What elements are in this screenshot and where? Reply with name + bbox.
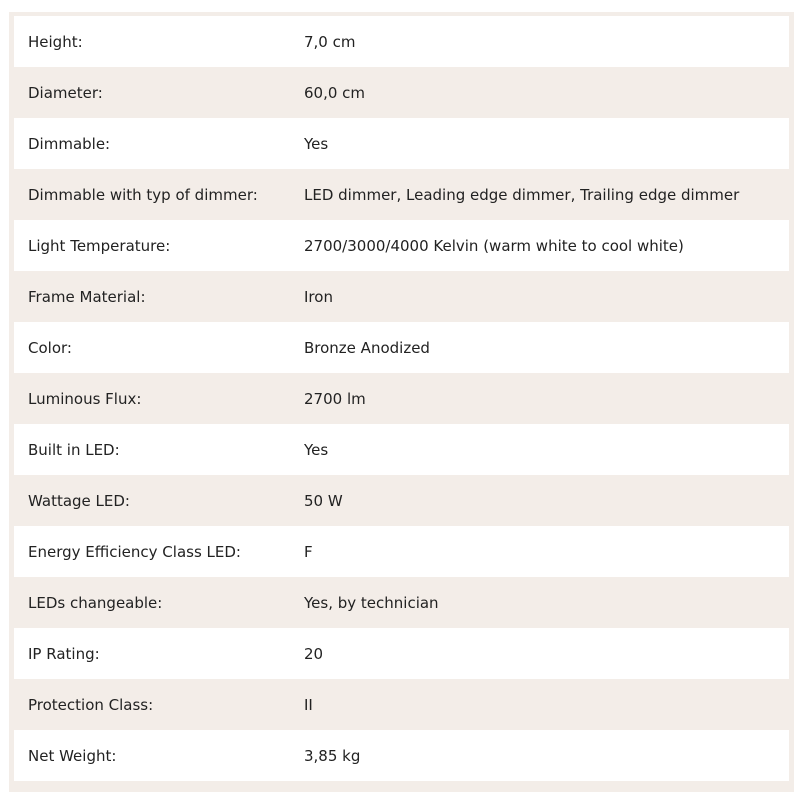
specifications-table	[14, 16, 789, 781]
spec-row-light-temperature	[14, 220, 789, 271]
spec-value: LED dimmer, Leading edge dimmer, Trailing edge dimmer	[290, 169, 789, 220]
spec-row-dimmable	[14, 118, 789, 169]
spec-value: Yes	[290, 118, 789, 169]
spec-value: Yes, by technician	[290, 577, 789, 628]
spec-row-height	[14, 16, 789, 67]
spec-label: Energy Efficiency Class LED:	[14, 526, 290, 577]
spec-row-frame-material	[14, 271, 789, 322]
spec-row-luminous-flux	[14, 373, 789, 424]
spec-value: 2700/3000/4000 Kelvin (warm white to cool white)	[290, 220, 789, 271]
spec-row-built-in-led	[14, 424, 789, 475]
spec-value: F	[290, 526, 789, 577]
spec-label: Light Temperature:	[14, 220, 290, 271]
spec-value: 50 W	[290, 475, 789, 526]
spec-row-ip-rating	[14, 628, 789, 679]
spec-row-protection-class	[14, 679, 789, 730]
spec-value: 20	[290, 628, 789, 679]
spec-row-energy-efficiency	[14, 526, 789, 577]
spec-value: Iron	[290, 271, 789, 322]
spec-label: Dimmable:	[14, 118, 290, 169]
spec-label: IP Rating:	[14, 628, 290, 679]
spec-label: Protection Class:	[14, 679, 290, 730]
spec-row-diameter	[14, 67, 789, 118]
spec-row-net-weight	[14, 730, 789, 781]
spec-label: Luminous Flux:	[14, 373, 290, 424]
spec-label: Diameter:	[14, 67, 290, 118]
spec-label: Wattage LED:	[14, 475, 290, 526]
spec-value: 2700 lm	[290, 373, 789, 424]
spec-row-dimmer-type	[14, 169, 789, 220]
spec-label: Net Weight:	[14, 730, 290, 781]
spec-row-wattage-led	[14, 475, 789, 526]
spec-label: Dimmable with typ of dimmer:	[14, 169, 290, 220]
spec-label: Frame Material:	[14, 271, 290, 322]
spec-label: Height:	[14, 16, 290, 67]
spec-label: Color:	[14, 322, 290, 373]
spec-value: 3,85 kg	[290, 730, 789, 781]
spec-value: 7,0 cm	[290, 16, 789, 67]
spec-label: Built in LED:	[14, 424, 290, 475]
spec-value: Yes	[290, 424, 789, 475]
spec-value: 60,0 cm	[290, 67, 789, 118]
spec-value: II	[290, 679, 789, 730]
specifications-panel	[9, 12, 794, 792]
spec-label: LEDs changeable:	[14, 577, 290, 628]
spec-row-leds-changeable	[14, 577, 789, 628]
spec-value: Bronze Anodized	[290, 322, 789, 373]
spec-row-color	[14, 322, 789, 373]
